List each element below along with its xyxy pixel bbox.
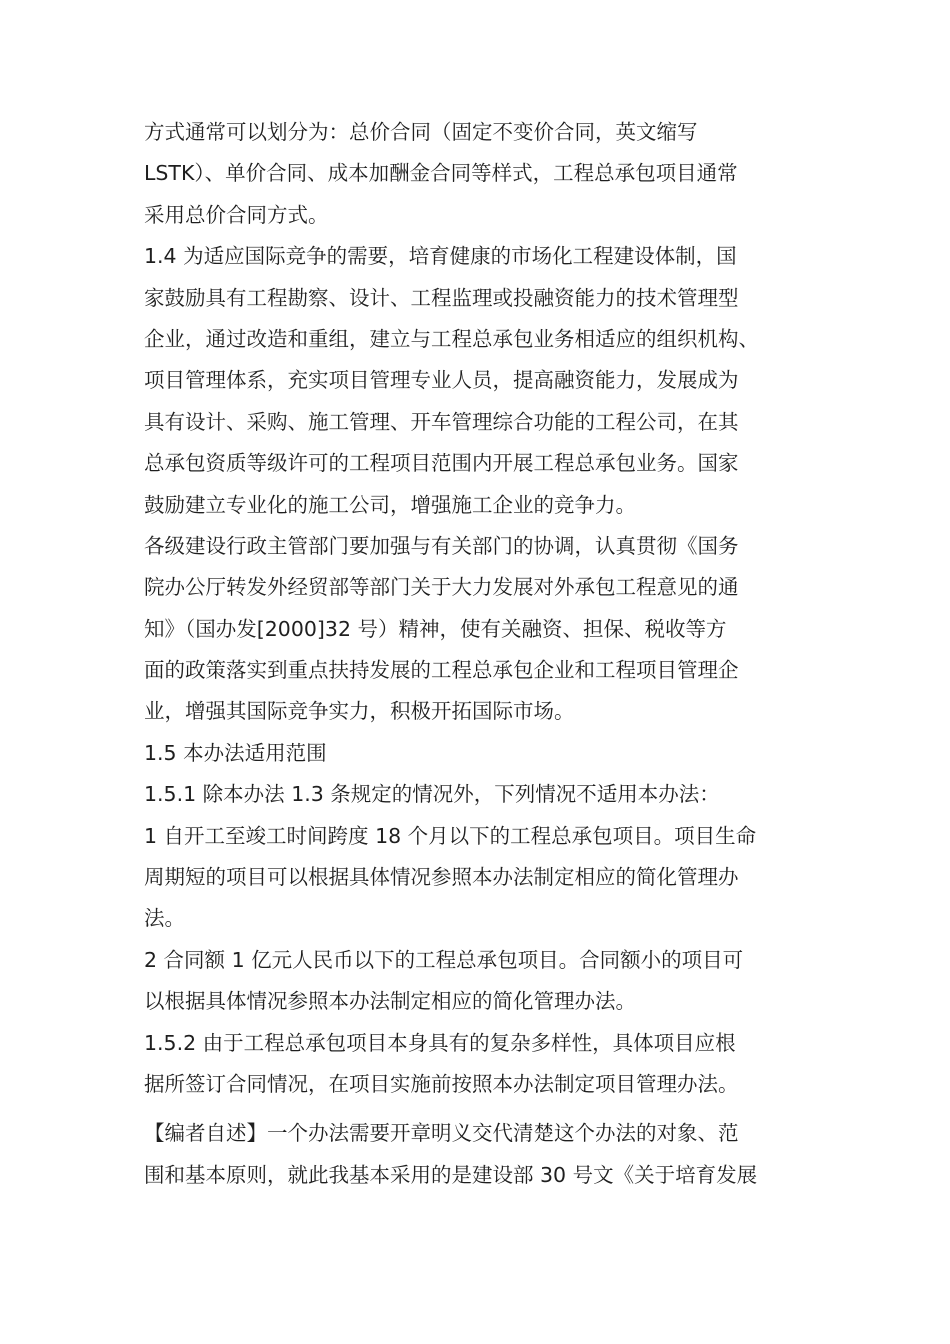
text-line: LSTK）、单价合同、成本加酬金合同等样式，工程总承包项目通常: [144, 161, 738, 186]
section-heading: 1.5 本办法适用范围: [144, 740, 327, 765]
text-line: 具有设计、采购、施工管理、开车管理综合功能的工程公司，在其: [144, 409, 739, 434]
text-line: 1.5.2 由于工程总承包项目本身具有的复杂多样性，具体项目应根: [144, 1030, 736, 1055]
text-line: 2 合同额 1 亿元人民币以下的工程总承包项目。合同额小的项目可: [144, 947, 744, 972]
text-line: 以根据具体情况参照本办法制定相应的简化管理办法。: [144, 989, 636, 1014]
text-line: 各级建设行政主管部门要加强与有关部门的协调，认真贯彻《国务: [144, 533, 739, 558]
text-line: 方式通常可以划分为：总价合同（固定不变价合同，英文缩写: [144, 120, 698, 144]
text-line: 知》（国办发[2000]32 号）精神，使有关融资、担保、税收等方: [144, 616, 727, 641]
text-line: 院办公厅转发外经贸部等部门关于大力发展对外承包工程意见的通: [144, 575, 739, 600]
text-line: 总承包资质等级许可的工程项目范围内开展工程总承包业务。国家: [144, 451, 739, 476]
document-body: [144, 112, 816, 1196]
text-line: 企业，通过改造和重组，建立与工程总承包业务相适应的组织机构、: [144, 326, 759, 351]
text-line: 家鼓励具有工程勘察、设计、工程监理或投融资能力的技术管理型: [144, 285, 739, 310]
text-line: 鼓励建立专业化的施工公司，增强施工企业的竞争力。: [144, 492, 636, 517]
editor-note-line: 【编者自述】一个办法需要开章明义交代清楚这个办法的对象、范: [144, 1121, 739, 1146]
editor-note-line: 围和基本原则，就此我基本采用的是建设部 30 号文《关于培育发展: [144, 1162, 758, 1187]
text-line: 1 自开工至竣工时间跨度 18 个月以下的工程总承包项目。项目生命: [144, 823, 757, 848]
text-line: 1.4 为适应国际竞争的需要，培育健康的市场化工程建设体制，国: [144, 244, 737, 269]
paragraph-gap: [144, 1105, 816, 1113]
text-line: 面的政策落实到重点扶持发展的工程总承包企业和工程项目管理企: [144, 658, 739, 683]
text-line: 采用总价合同方式。: [144, 202, 329, 227]
text-line: 业，增强其国际竞争实力，积极开拓国际市场。: [144, 699, 575, 724]
text-line: 周期短的项目可以根据具体情况参照本办法制定相应的简化管理办: [144, 865, 739, 890]
text-line: 据所签订合同情况，在项目实施前按照本办法制定项目管理办法。: [144, 1071, 739, 1096]
text-line: 1.5.1 除本办法 1.3 条规定的情况外，下列情况不适用本办法：: [144, 782, 720, 807]
text-line: 项目管理体系，充实项目管理专业人员，提高融资能力，发展成为: [144, 368, 739, 393]
text-line: 法。: [144, 906, 185, 931]
